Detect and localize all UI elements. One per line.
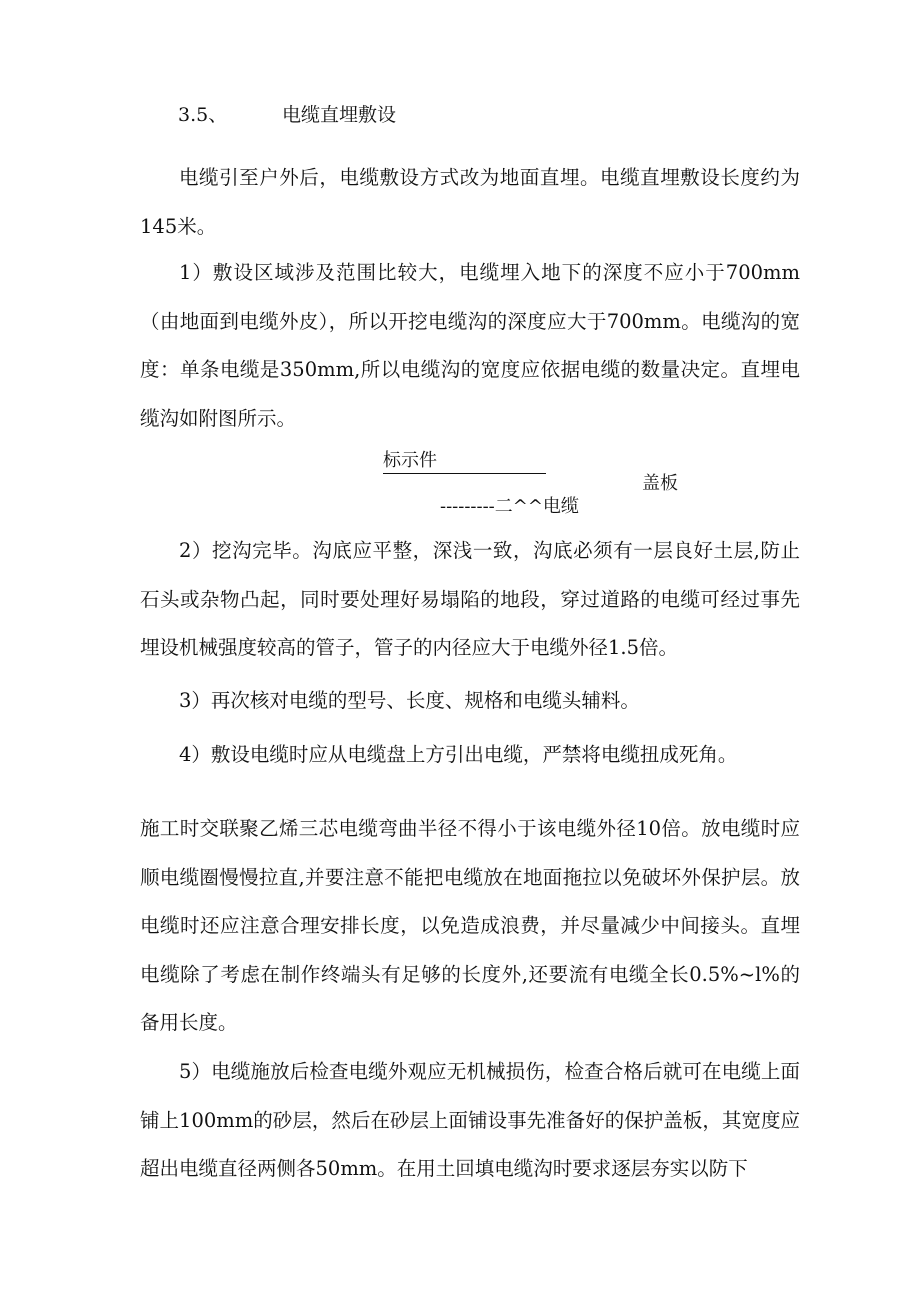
- paragraph-item-1: 1）敷设区域涉及范围比较大，电缆埋入地下的深度不应小于700mm（由地面到电缆外皮），所以开挖电缆沟的深度应大于700mm。电缆沟的宽度：单条电缆是350mm,所以电缆沟的宽度应依据电缆的数量决定。直埋电缆沟如附图所示。: [140, 261, 800, 430]
- figure-cable-label: ---------二^^电缆: [440, 496, 579, 517]
- section-number: 3.5、: [178, 104, 228, 126]
- paragraph-construction: 施工时交联聚乙烯三芯电缆弯曲半径不得小于该电缆外径10倍。放电缆时应顺电缆圈慢慢拉直,并要注意不能把电缆放在地面拖拉以免破坏外保护层。放电缆时还应注意合理安排长度，以免造成浪费，并尽量减少中间接头。直埋电缆除了考虑在制作终端头有足够的长度外,还要流有电缆全长0.5%~l%的备用长度。: [140, 817, 800, 1034]
- figure-cover-label: 盖板: [642, 473, 678, 494]
- paragraph-item-3: 3）再次核对电缆的型号、长度、规格和电缆头辅料。: [179, 689, 640, 712]
- paragraph-item-5: 5）电缆施放后检查电缆外观应无机械损伤，检查合格后就可在电缆上面铺上100mm的砂层，然后在砂层上面铺设事先准备好的保护盖板，其宽度应超出电缆直径两侧各50mm。在用土回填电缆沟时要求逐层夯实以防下: [140, 1060, 800, 1180]
- section-heading: [178, 100, 396, 130]
- paragraph-item-2: 2）挖沟完毕。沟底应平整，深浅一致，沟底必须有一层良好土层,防止石头或杂物凸起，同时要处理好易塌陷的地段，穿过道路的电缆可经过事先埋设机械强度较高的管子，管子的内径应大于电缆外径1.5倍。: [140, 539, 800, 659]
- figure-marker-label: [383, 449, 546, 474]
- paragraph-item-4: 4）敷设电缆时应从电缆盘上方引出电缆，严禁将电缆扭成死角。: [179, 743, 738, 766]
- paragraph-intro: 电缆引至户外后，电缆敷设方式改为地面直埋。电缆直埋敷设长度约为145米。: [140, 166, 800, 238]
- marker-label-text: 标示件: [383, 450, 437, 471]
- section-title: 电缆直埋敷设: [282, 104, 397, 126]
